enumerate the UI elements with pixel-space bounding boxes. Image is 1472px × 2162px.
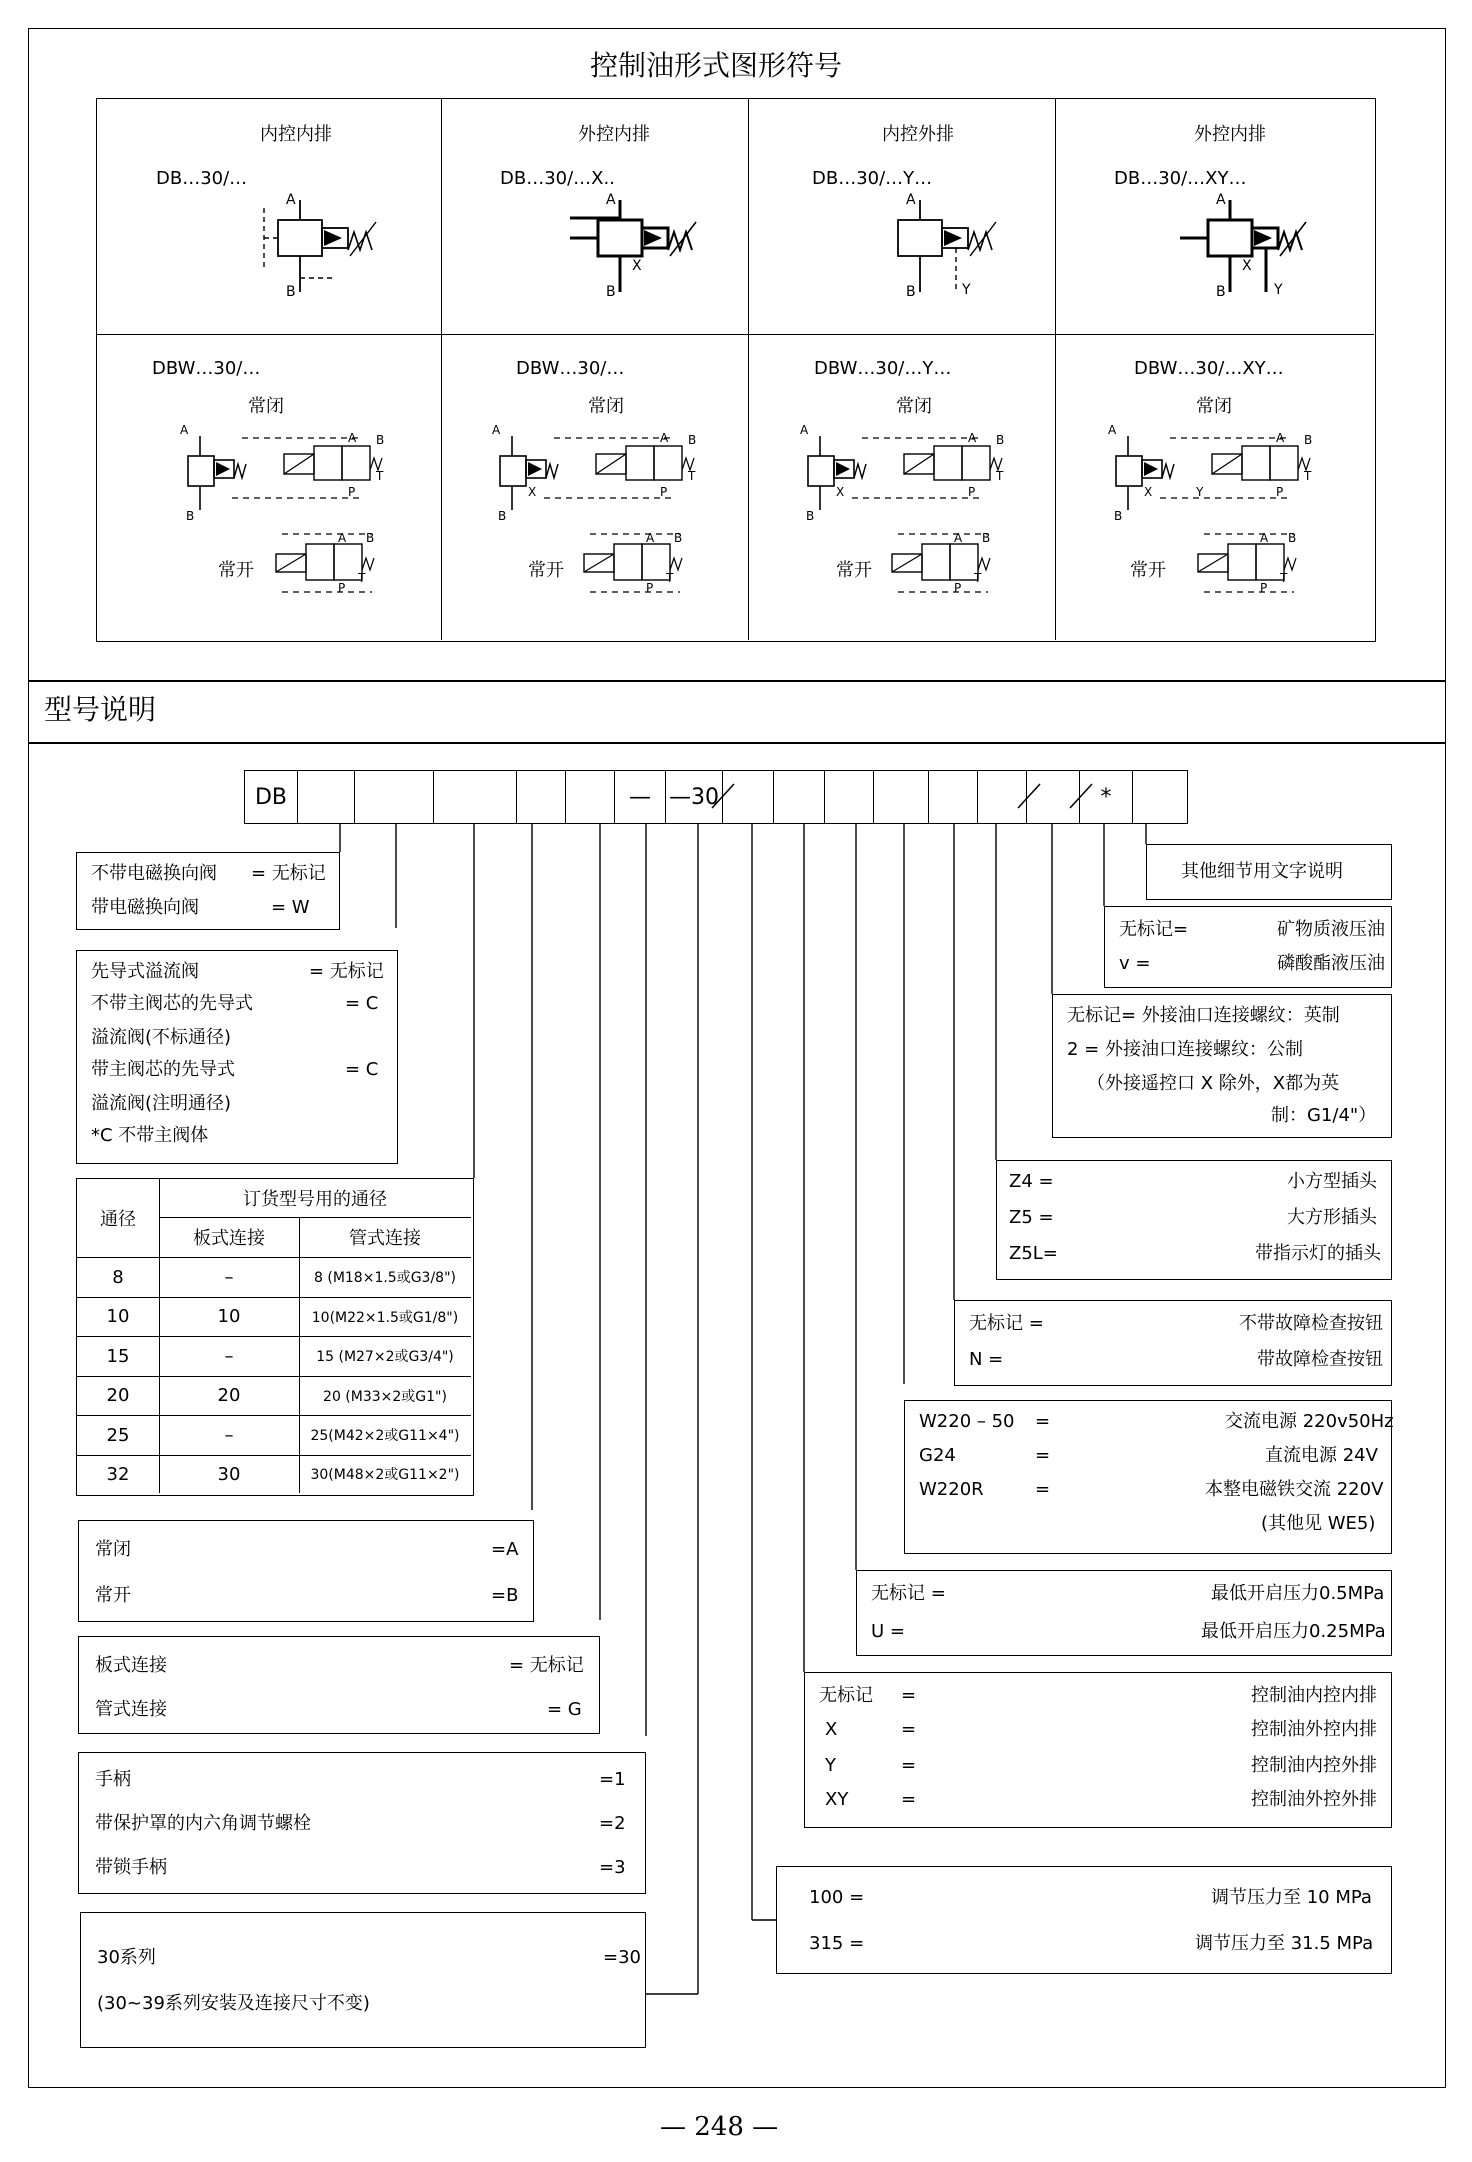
code-cell-7: — xyxy=(614,770,666,824)
size-row-2-pipe: 15 (M27×2或G3/4") xyxy=(316,1349,454,1365)
pressure-row-0-value: 调节压力至 10 MPa xyxy=(1211,1887,1372,1908)
valve-type-row-5-label: *C 不带主阀体 xyxy=(91,1125,209,1146)
control-oil-row-3-value: 控制油外控外排 xyxy=(1251,1789,1377,1810)
svg-text:B: B xyxy=(1114,509,1123,523)
svg-text:A: A xyxy=(1276,431,1285,445)
adjust-row-2-value: =3 xyxy=(599,1857,626,1878)
svg-text:B: B xyxy=(674,531,683,545)
svg-text:P: P xyxy=(660,485,668,499)
thread-row-0: 无标记= 外接油口连接螺纹：英制 xyxy=(1067,1005,1340,1026)
box-solenoid xyxy=(76,852,340,930)
control-oil-row-1-value: 控制油外控内排 xyxy=(1251,1719,1377,1740)
power-row-0-eq: = xyxy=(1035,1411,1051,1432)
size-row-3-size: 20 xyxy=(106,1385,130,1406)
connection-row-0-value: = 无标记 xyxy=(509,1655,584,1676)
symbols-title: 控制油形式图形符号 xyxy=(590,49,843,82)
svg-text:X: X xyxy=(1242,258,1252,274)
nc-no-row-0-value: =A xyxy=(491,1539,519,1560)
min-pressure-row-0-label: 无标记 = xyxy=(871,1583,946,1604)
svg-text:A: A xyxy=(1260,531,1269,545)
nc-no-row-0-label: 常闭 xyxy=(95,1539,131,1560)
svg-text:T: T xyxy=(996,469,1004,483)
fluid-row-0-label: 无标记= xyxy=(1119,919,1189,940)
power-row-1-label: G24 xyxy=(919,1445,956,1466)
col-code2-3: DBW…30/…Y… xyxy=(814,358,952,379)
power-row-2-eq: = xyxy=(1035,1479,1051,1500)
power-row-1-eq: = xyxy=(1035,1445,1051,1466)
size-table xyxy=(76,1178,474,1496)
svg-text:B: B xyxy=(286,284,296,300)
size-table-header-plate: 板式连接 xyxy=(193,1228,265,1249)
thread-row-3: 制：G1/4"） xyxy=(1271,1105,1377,1126)
svg-text:B: B xyxy=(498,509,507,523)
size-table-header-order: 订货型号用的通径 xyxy=(243,1189,387,1210)
plug-row-1-value: 大方形插头 xyxy=(1287,1207,1377,1228)
svg-text:P: P xyxy=(1260,581,1268,595)
power-row-2-value: 本整电磁铁交流 220V xyxy=(1205,1479,1384,1500)
adjust-row-0-value: =1 xyxy=(599,1769,626,1790)
col-code-1: DB…30/… xyxy=(156,168,248,189)
nc-label-4: 常闭 xyxy=(1196,396,1232,417)
plug-row-2-label: Z5L= xyxy=(1009,1243,1058,1264)
svg-text:X: X xyxy=(836,485,845,499)
power-row-0-value: 交流电源 220v50Hz xyxy=(1225,1411,1394,1432)
valve-type-row-3-value: = C xyxy=(345,1059,379,1080)
model-section-title: 型号说明 xyxy=(44,693,157,726)
code-cell-db: DB xyxy=(244,770,298,824)
col-code2-4: DBW…30/…XY… xyxy=(1134,358,1284,379)
col-code-2: DB…30/…X.. xyxy=(500,168,615,189)
size-row-0-size: 8 xyxy=(112,1266,124,1288)
svg-text:Y: Y xyxy=(962,282,971,298)
svg-text:B: B xyxy=(1304,433,1313,447)
size-row-5-plate: 30 xyxy=(217,1463,241,1485)
nc-label-2: 常闭 xyxy=(588,396,624,417)
svg-text:A: A xyxy=(954,531,963,545)
size-row-0-pipe: 8 (M18×1.5或G3/8") xyxy=(314,1270,456,1286)
no-label-3: 常开 xyxy=(836,560,872,581)
thread-row-1: 2 = 外接油口连接螺纹：公制 xyxy=(1067,1039,1303,1060)
nc-no-row-1-value: =B xyxy=(491,1585,519,1606)
box-power xyxy=(904,1400,1392,1554)
svg-text:Y: Y xyxy=(1196,485,1204,499)
col-code-3: DB…30/…Y… xyxy=(812,168,933,189)
box-thread xyxy=(1052,994,1392,1138)
svg-text:A: A xyxy=(492,423,501,437)
size-row-0-plate: – xyxy=(224,1266,234,1288)
size-row-5-size: 32 xyxy=(106,1463,130,1485)
svg-text:A: A xyxy=(646,531,655,545)
button-row-0-label: 无标记 = xyxy=(969,1313,1044,1334)
min-pressure-row-1-value: 最低开启压力0.25MPa xyxy=(1201,1621,1386,1642)
svg-text:T: T xyxy=(974,571,982,585)
port-a-label: A xyxy=(286,192,296,208)
svg-text:X: X xyxy=(1144,485,1153,499)
control-oil-row-1-eq: = xyxy=(901,1719,917,1740)
svg-text:B: B xyxy=(906,284,916,300)
svg-text:B: B xyxy=(688,433,697,447)
page-number: — 248 — xyxy=(660,2112,779,2142)
box-plug xyxy=(996,1160,1392,1280)
control-oil-row-0-label: 无标记 xyxy=(819,1685,873,1706)
svg-text:A: A xyxy=(968,431,977,445)
connection-row-1-label: 管式连接 xyxy=(95,1699,167,1720)
svg-text:P: P xyxy=(646,581,654,595)
col-code2-1: DBW…30/… xyxy=(152,358,261,379)
plug-row-0-value: 小方型插头 xyxy=(1287,1171,1377,1192)
solenoid-row-0-value: = 无标记 xyxy=(251,863,326,884)
svg-text:T: T xyxy=(1280,571,1288,585)
adjust-row-0-label: 手柄 xyxy=(95,1769,131,1790)
valve-type-row-0-label: 先导式溢流阀 xyxy=(91,961,199,982)
box-nc-no xyxy=(78,1520,534,1622)
valve-type-row-1-value: = C xyxy=(345,993,379,1014)
fluid-row-1-value: 磷酸酯液压油 xyxy=(1277,953,1385,974)
box-adjust xyxy=(78,1752,646,1894)
size-row-4-size: 25 xyxy=(106,1424,130,1446)
size-row-2-size: 15 xyxy=(106,1345,130,1367)
svg-text:B: B xyxy=(996,433,1005,447)
svg-text:B: B xyxy=(982,531,991,545)
plug-row-1-label: Z5 = xyxy=(1009,1207,1054,1228)
svg-text:X: X xyxy=(528,485,537,499)
svg-text:T: T xyxy=(666,571,674,585)
control-oil-row-2-label: Y xyxy=(825,1755,836,1776)
box-button xyxy=(954,1300,1392,1386)
power-row-2-label: W220R xyxy=(919,1479,984,1500)
svg-text:A: A xyxy=(1216,192,1226,208)
min-pressure-row-0-value: 最低开启压力0.5MPa xyxy=(1211,1583,1385,1604)
col-head-3: 内控外排 xyxy=(882,124,954,145)
col-head-4: 外控内排 xyxy=(1194,124,1266,145)
series-row-0-label: 30系列 xyxy=(97,1947,156,1968)
control-oil-row-0-value: 控制油内控内排 xyxy=(1251,1685,1377,1706)
fluid-row-1-label: v = xyxy=(1119,953,1151,974)
svg-text:A: A xyxy=(180,423,189,437)
size-table-header-pipe: 管式连接 xyxy=(349,1228,421,1249)
box-fluid xyxy=(1104,906,1392,988)
svg-text:A: A xyxy=(800,423,809,437)
col-head-2: 外控内排 xyxy=(578,124,650,145)
svg-text:A: A xyxy=(906,192,916,208)
svg-text:B: B xyxy=(806,509,815,523)
no-label-2: 常开 xyxy=(528,560,564,581)
connection-row-1-value: = G xyxy=(547,1699,582,1720)
svg-text:X: X xyxy=(632,258,642,274)
control-oil-row-3-label: XY xyxy=(825,1789,849,1810)
size-row-1-plate: 10 xyxy=(217,1306,241,1327)
adjust-row-1-value: =2 xyxy=(599,1813,626,1834)
solenoid-row-1-value: = W xyxy=(271,897,310,918)
svg-text:T: T xyxy=(358,571,366,585)
control-oil-row-3-eq: = xyxy=(901,1789,917,1810)
no-label-4: 常开 xyxy=(1130,560,1166,581)
valve-type-row-4-label: 溢流阀(注明通径) xyxy=(91,1093,232,1114)
size-row-4-pipe: 25(M42×2或G11×4") xyxy=(310,1428,460,1444)
button-row-0-value: 不带故障检查按钮 xyxy=(1239,1313,1383,1334)
svg-text:A: A xyxy=(348,431,357,445)
svg-text:B: B xyxy=(186,509,195,523)
valve-type-row-1-label: 不带主阀芯的先导式 xyxy=(91,993,253,1014)
svg-text:P: P xyxy=(968,485,976,499)
solenoid-row-1-label: 带电磁换向阀 xyxy=(91,897,199,918)
nc-label-3: 常闭 xyxy=(896,396,932,417)
size-row-1-pipe: 10(M22×1.5或G1/8") xyxy=(311,1309,459,1326)
control-oil-row-2-eq: = xyxy=(901,1755,917,1776)
valve-type-row-3-label: 带主阀芯的先导式 xyxy=(91,1059,235,1080)
col-code2-2: DBW…30/… xyxy=(516,358,625,379)
min-pressure-row-1-label: U = xyxy=(871,1621,905,1642)
size-row-5-pipe: 30(M48×2或G11×2") xyxy=(310,1467,460,1483)
series-row-0-value: =30 xyxy=(603,1947,641,1968)
plug-row-2-value: 带指示灯的插头 xyxy=(1255,1243,1381,1264)
button-row-1-value: 带故障检查按钮 xyxy=(1257,1349,1383,1370)
series-row-1-label: (30~39系列安装及连接尺寸不变) xyxy=(97,1993,370,2014)
box-series xyxy=(80,1912,646,2048)
valve-type-row-2-label: 溢流阀(不标通径) xyxy=(91,1027,232,1048)
adjust-row-1-label: 带保护罩的内六角调节螺栓 xyxy=(95,1813,311,1834)
fluid-row-0-value: 矿物质液压油 xyxy=(1277,919,1385,940)
nc-no-row-1-label: 常开 xyxy=(95,1585,131,1606)
size-table-header-size: 通径 xyxy=(100,1209,136,1230)
svg-text:A: A xyxy=(606,192,616,208)
svg-text:B: B xyxy=(366,531,375,545)
no-label-1: 常开 xyxy=(218,560,254,581)
svg-text:T: T xyxy=(1304,469,1312,483)
svg-text:A: A xyxy=(660,431,669,445)
size-row-1-size: 10 xyxy=(106,1306,130,1327)
svg-text:P: P xyxy=(348,485,356,499)
svg-text:B: B xyxy=(376,433,385,447)
code-cell-30: —30 xyxy=(665,770,723,824)
box-pressure xyxy=(776,1866,1392,1974)
box-valve-type xyxy=(76,950,398,1164)
size-row-3-plate: 20 xyxy=(217,1385,241,1406)
svg-text:T: T xyxy=(376,469,384,483)
plug-row-0-label: Z4 = xyxy=(1009,1171,1054,1192)
control-oil-row-0-eq: = xyxy=(901,1685,917,1706)
svg-text:A: A xyxy=(1108,423,1117,437)
nc-label-1: 常闭 xyxy=(248,396,284,417)
control-oil-row-2-value: 控制油内控外排 xyxy=(1251,1755,1377,1776)
svg-text:B: B xyxy=(1288,531,1297,545)
power-row-3-value: (其他见 WE5) xyxy=(1261,1513,1376,1534)
col-code-4: DB…30/…XY… xyxy=(1114,168,1247,189)
box-connection xyxy=(78,1636,600,1734)
size-row-4-plate: – xyxy=(224,1424,234,1446)
power-row-0-label: W220 – 50 xyxy=(919,1411,1015,1432)
svg-text:B: B xyxy=(1216,284,1226,300)
size-row-2-plate: – xyxy=(224,1345,234,1367)
valve-type-row-0-value: = 无标记 xyxy=(309,961,384,982)
svg-text:P: P xyxy=(338,581,346,595)
pressure-row-1-label: 315 = xyxy=(809,1933,865,1954)
size-row-3-pipe: 20 (M33×2或G1") xyxy=(323,1388,447,1405)
svg-text:Y: Y xyxy=(1274,282,1283,298)
svg-text:B: B xyxy=(606,284,616,300)
box-min-pressure xyxy=(856,1570,1392,1656)
pressure-row-0-label: 100 = xyxy=(809,1887,865,1908)
power-row-1-value: 直流电源 24V xyxy=(1265,1445,1378,1466)
col-head-1: 内控内排 xyxy=(260,124,332,145)
connection-row-0-label: 板式连接 xyxy=(95,1655,167,1676)
svg-text:P: P xyxy=(954,581,962,595)
pressure-row-1-value: 调节压力至 31.5 MPa xyxy=(1195,1933,1374,1954)
svg-text:P: P xyxy=(1276,485,1284,499)
svg-text:A: A xyxy=(338,531,347,545)
adjust-row-2-label: 带锁手柄 xyxy=(95,1857,167,1878)
box-other-details xyxy=(1146,844,1392,900)
thread-row-2: （外接遥控口 X 除外，X都为英 xyxy=(1087,1073,1340,1094)
code-cell-star: * xyxy=(1079,770,1133,824)
control-oil-row-1-label: X xyxy=(825,1719,838,1740)
box-control-oil xyxy=(804,1672,1392,1828)
solenoid-row-0-label: 不带电磁换向阀 xyxy=(91,863,217,884)
button-row-1-label: N = xyxy=(969,1349,1004,1370)
other-details-text: 其他细节用文字说明 xyxy=(1181,861,1343,882)
svg-text:T: T xyxy=(688,469,696,483)
